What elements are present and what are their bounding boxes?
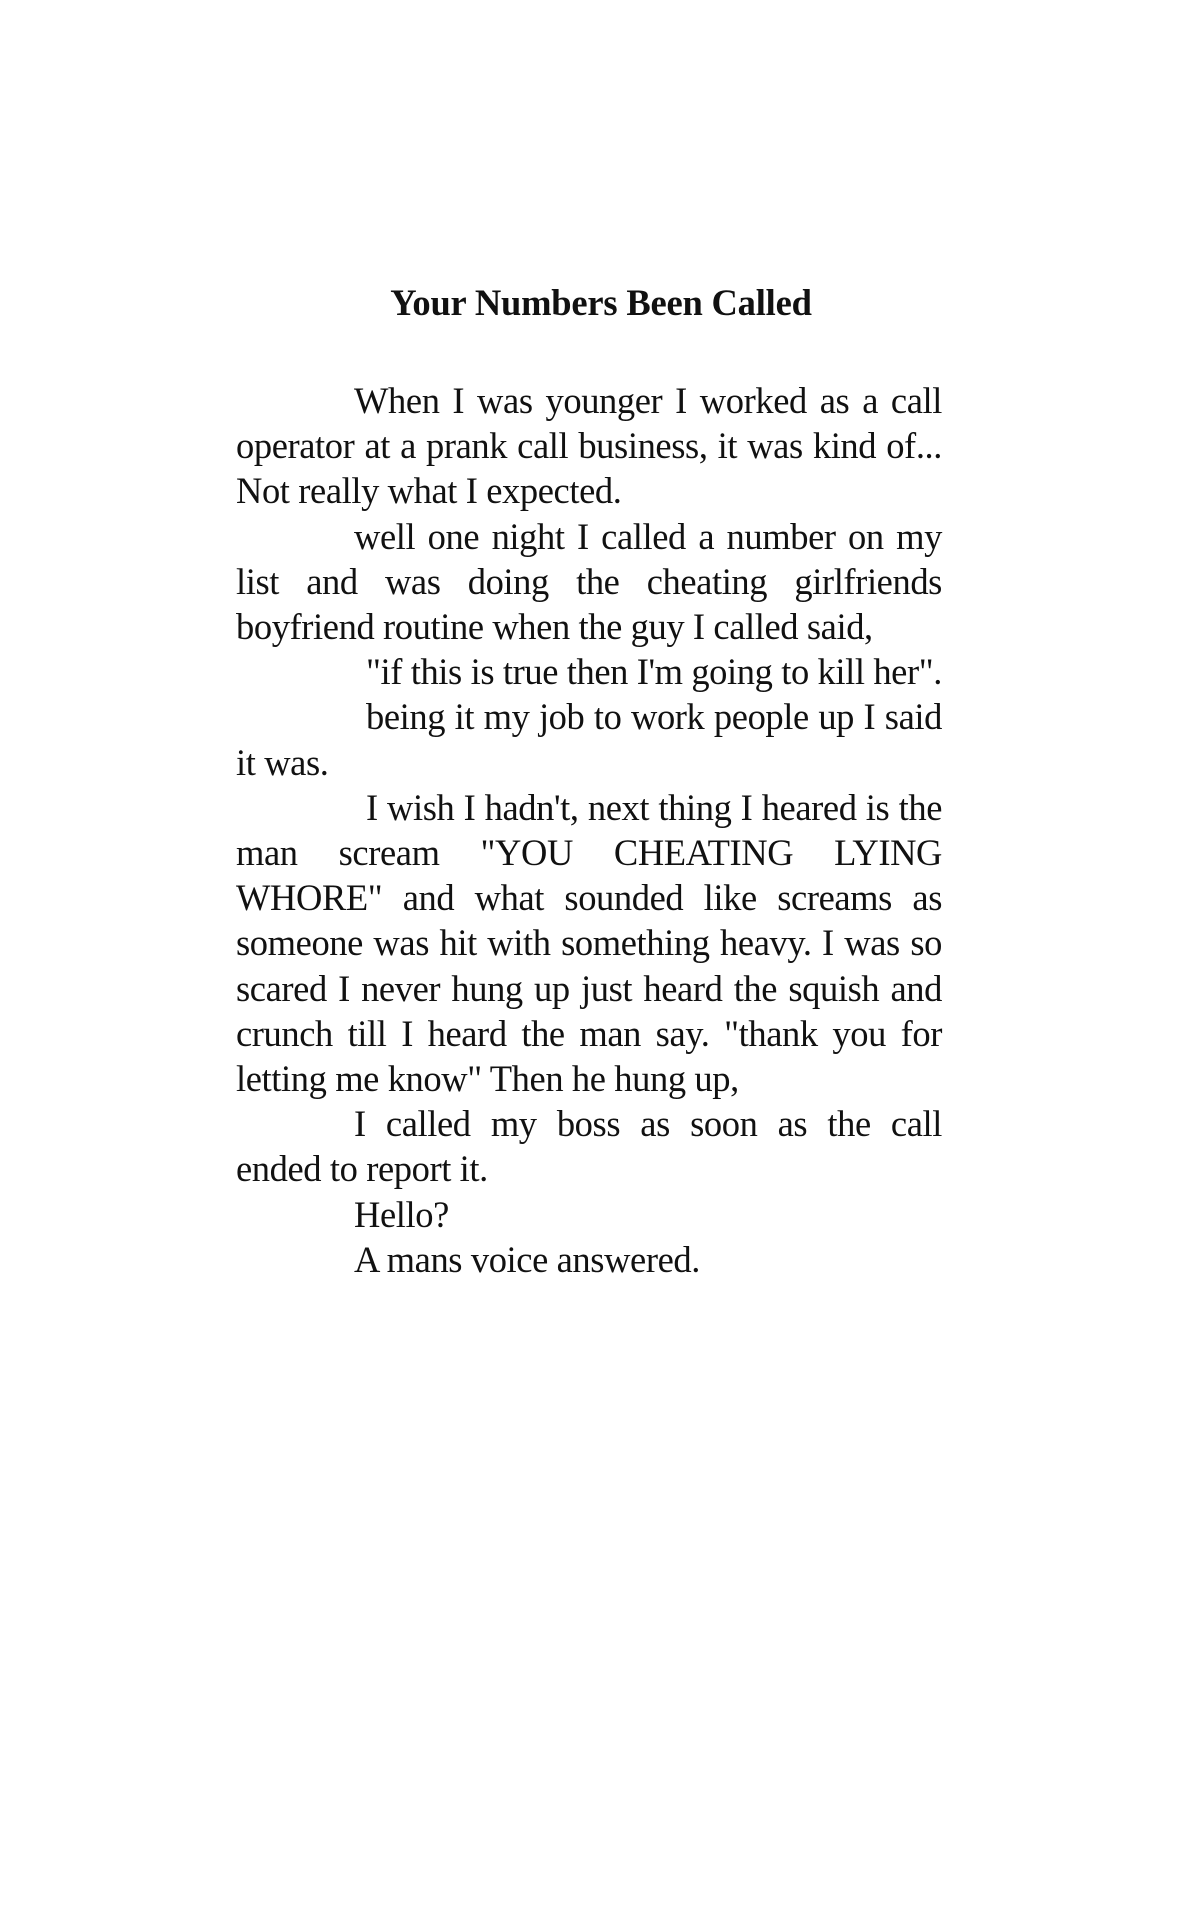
paragraph-8: A mans voice answered.	[354, 1238, 700, 1280]
paragraph-1: When I was younger I worked as a call operator at a prank call business, it was kind of... Not really what I expected.	[236, 380, 942, 512]
paragraph-4: being it my job to work people up I said it was.	[236, 696, 942, 783]
story-title: Your Numbers Been Called	[390, 282, 812, 323]
paragraph-7: Hello?	[354, 1193, 449, 1235]
paragraph-2: well one night I called a number on my list and was doing the cheating girlfriends boyfriend routine when the guy I called said,	[236, 515, 942, 648]
paragraph-6: I called my boss as soon as the call ended to report it.	[236, 1103, 942, 1190]
paragraph-5: I wish I hadn't, next thing I heared is the man scream "YOU CHEATING LYING WHORE" and what sounded like screams as someone was hit with something heavy. I was so scared I never hung up just heard the squish and crunch till I heard the man say. "thank you for letting me know" Then he hung up,	[236, 786, 942, 1100]
paragraph-3: "if this is true then I'm going to kill her".	[366, 651, 942, 693]
story-body	[236, 280, 942, 1282]
